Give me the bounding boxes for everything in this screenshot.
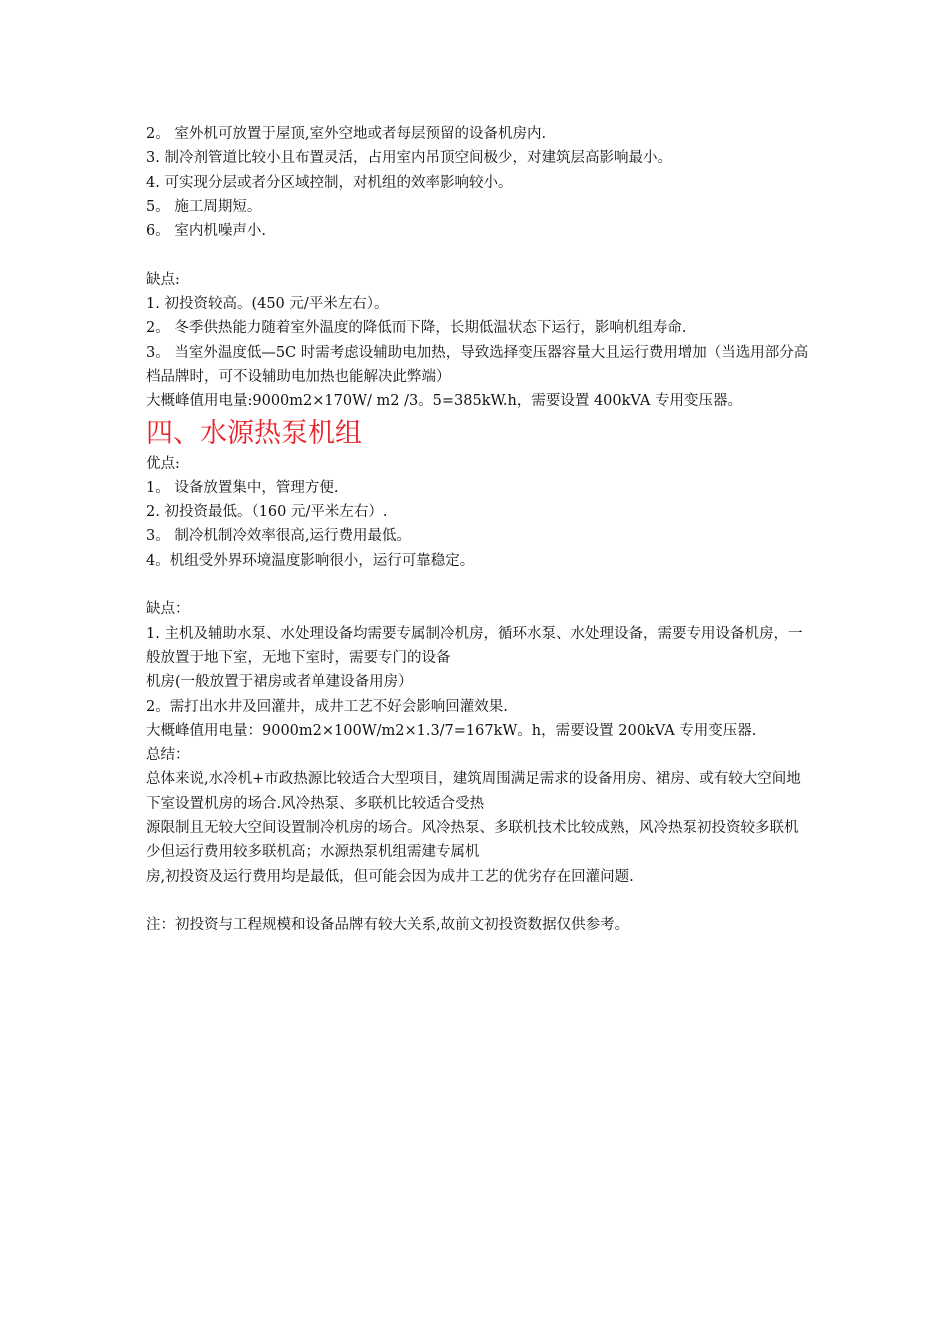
blank-line [146,243,810,267]
blank-line [146,573,810,597]
advantage-item-2: 2。 室外机可放置于屋顶,室外空地或者每层预留的设备机房内. [146,126,547,142]
footnote: 注：初投资与工程规模和设备品牌有较大关系,故前文初投资数据仅供参考。 [146,917,630,934]
peak-power-note: 大概峰值用电量:9000m2×170W/ m2 /3。5=385kW.h，需要设置 400kVA 专用变压器。 [146,393,742,410]
disadvantage-item-2: 2。 冬季供热能力随着室外温度的降低而下降，长期低温状态下运行，影响机组寿命. [146,320,687,337]
advantage-item-6: 6。 室内机噪声小. [146,223,266,240]
advantages-label: 优点: [146,455,180,472]
advantage-item-4: 4。机组受外界环境温度影响很小，运行可靠稳定。 [146,552,475,569]
advantage-item-4: 4. 可实现分层或者分区域控制，对机组的效率影响较小。 [146,174,513,191]
disadvantage-item-1-cont: 机房(一般放置于裙房或者单建设备用房） [146,674,413,691]
disadvantages-label: 缺点: [146,271,180,288]
document-body [146,122,810,938]
disadvantage-item-3: 3。 当室外温度低—5C 时需考虑设辅助电加热，导致选择变压器容量大且运行费用增加（当选用部分高档品牌时，可不设辅助电加热也能解决此弊端） [146,344,809,385]
disadvantage-item-2: 2。需打出水井及回灌井，成井工艺不好会影响回灌效果. [146,698,508,715]
blank-line [146,889,810,913]
disadvantage-item-1: 1. 主机及辅助水泵、水处理设备均需要专属制冷机房，循环水泵、水处理设备，需要专用设备机房，一般放置于地下室，无地下室时，需要专门的设备 [146,625,803,666]
peak-power-note: 大概峰值用电量：9000m2×100W/m2×1.3/7=167kW。h，需要设置 200kVA 专用变压器. [146,722,757,739]
summary-paragraph-1: 总体来说,水冷机+市政热源比较适合大型项目，建筑周围满足需求的设备用房、裙房、或有较大空间地下室设置机房的场合.风冷热泵、多联机比较适合受热 [146,771,801,812]
disadvantages-label: 缺点： [146,601,190,618]
advantage-item-2: 2. 初投资最低。（160 元/平米左右）. [146,504,388,521]
advantage-item-3: 3。 制冷机制冷效率很高,运行费用最低。 [146,528,411,545]
summary-paragraph-3: 房,初投资及运行费用均是最低，但可能会因为成井工艺的优劣存在回灌问题. [146,868,634,885]
summary-label: 总结： [146,747,190,764]
advantage-item-3: 3. 制冷剂管道比较小且布置灵活，占用室内吊顶空间极少，对建筑层高影响最小。 [146,150,672,167]
advantage-item-5: 5。 施工周期短。 [146,198,262,215]
advantage-item-1: 1。 设备放置集中，管理方便. [146,479,339,496]
section-heading: 四、水源热泵机组 [146,417,362,449]
disadvantage-item-1: 1. 初投资较高。(450 元/平米左右）。 [146,296,389,313]
summary-paragraph-2: 源限制且无较大空间设置制冷机房的场合。风冷热泵、多联机技术比较成熟，风冷热泵初投资较多联机少但运行费用较多联机高；水源热泵机组需建专属机 [146,820,799,861]
